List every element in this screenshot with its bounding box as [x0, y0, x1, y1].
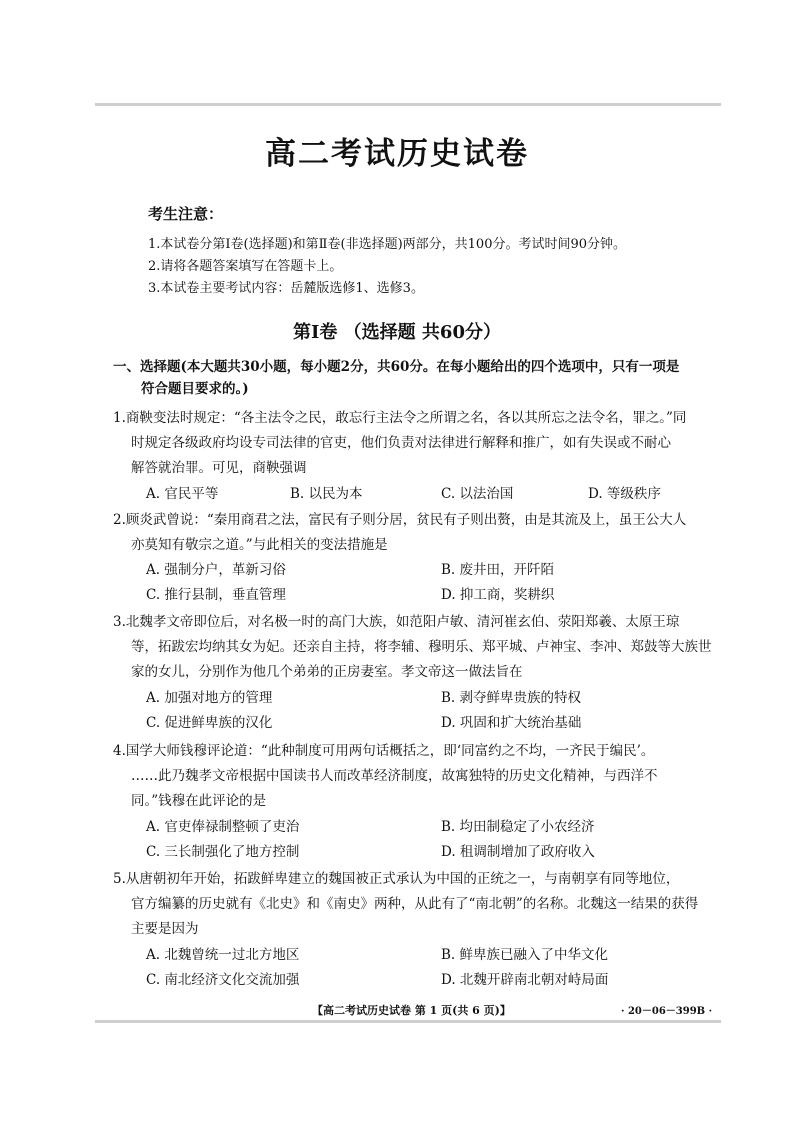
- question-1-line-2: 时规定各级政府均设专司法律的官吏，他们负责对法律进行解释和推广，如有失误或不耐心: [131, 435, 671, 451]
- notice-item-1: 1.本试卷分第Ⅰ卷(选择题)和第Ⅱ卷(非选择题)两部分，共100分。考试时间90分钟。: [148, 237, 627, 252]
- question-4-line-3: 同。”钱穆在此评论的是: [131, 793, 267, 809]
- question-2-line-2: 亦莫知有敬宗之道。”与此相关的变法措施是: [131, 537, 388, 553]
- bottom-border-rule: [95, 1020, 721, 1023]
- question-3-line-3: 家的女儿，分别作为他几个弟弟的正房妻室。孝文帝这一做法旨在: [131, 664, 523, 680]
- footer-page-info: 【高二考试历史试卷 第 1 页(共 6 页)】: [312, 1004, 511, 1017]
- question-3-line-1: 3.北魏孝文帝即位后，对名极一时的高门大族，如范阳卢敏、清河崔玄伯、荥阳郑羲、太原王琼: [113, 614, 680, 630]
- question-1-option-d[interactable]: D. 等级秩序: [588, 486, 661, 502]
- question-4-line-2: ……此乃魏孝文帝根据中国读书人而改革经济制度，故寓独特的历史文化精神，与西洋不: [131, 768, 658, 784]
- question-2-line-1: 2.顾炎武曾说：“秦用商君之法，富民有子则分居，贫民有子则出赘，由是其流及上，虽王公大人: [113, 512, 687, 528]
- question-4-option-d[interactable]: D. 租调制增加了政府收入: [441, 844, 595, 860]
- question-2-option-a[interactable]: A. 强制分户，革新习俗: [146, 562, 286, 578]
- question-3-line-2: 等，拓跋宏均纳其女为妃。还亲自主持，将李辅、穆明乐、郑平城、卢神宝、李冲、郑鼓等大族世: [131, 639, 712, 655]
- question-3-option-d[interactable]: D. 巩固和扩大统治基础: [441, 715, 582, 731]
- question-5-option-a[interactable]: A. 北魏曾统一过北方地区: [146, 947, 300, 963]
- question-5-option-b[interactable]: B. 鲜卑族已融入了中华文化: [441, 947, 609, 963]
- section-instruction-line-1: 一、选择题(本大题共30小题，每小题2分，共60分。在每小题给出的四个选项中，只有一项是: [113, 359, 680, 375]
- question-3-option-b[interactable]: B. 剥夺鲜卑贵族的特权: [441, 690, 582, 706]
- question-1-line-3: 解答就治罪。可见，商鞅强调: [131, 460, 307, 476]
- question-1-option-c[interactable]: C. 以法治国: [441, 486, 514, 502]
- question-3-option-a[interactable]: A. 加强对地方的管理: [146, 690, 273, 706]
- page-title: 高二考试历史试卷: [265, 136, 529, 172]
- question-5-option-d[interactable]: D. 北魏开辟南北朝对峙局面: [441, 972, 609, 988]
- question-5-line-1: 5.从唐朝初年开始，拓跋鲜卑建立的魏国被正式承认为中国的正统之一，与南朝享有同等地位，: [113, 871, 680, 887]
- notice-item-3: 3.本试卷主要考试内容：岳麓版选修1、选修3。: [148, 281, 424, 296]
- section-instruction-line-2: 符合题目要求的。): [141, 381, 249, 397]
- question-5-line-2: 官方编纂的历史就有《北史》和《南史》两种，从此有了“南北朝”的名称。北魏这一结果的获得: [131, 896, 699, 912]
- top-border-rule: [95, 103, 721, 106]
- notice-item-2: 2.请将各题答案填写在答题卡上。: [148, 259, 343, 274]
- footer-exam-code: · 20－06－399B ·: [621, 1006, 713, 1017]
- question-5-line-3: 主要是因为: [131, 921, 199, 937]
- question-4-option-a[interactable]: A. 官吏俸禄制整顿了吏治: [146, 819, 300, 835]
- question-1-line-1: 1.商鞅变法时规定：“各主法令之民，敢忘行主法令之所谓之名，各以其所忘之法令名，罪之。”同: [113, 410, 687, 426]
- question-4-option-b[interactable]: B. 均田制稳定了小农经济: [441, 819, 595, 835]
- question-4-option-c[interactable]: C. 三长制强化了地方控制: [146, 844, 300, 860]
- notice-heading: 考生注意：: [148, 205, 224, 223]
- question-5-option-c[interactable]: C. 南北经济文化交流加强: [146, 972, 300, 988]
- question-3-option-c[interactable]: C. 促进鲜卑族的汉化: [146, 715, 273, 731]
- question-1-option-a[interactable]: A. 官民平等: [146, 486, 219, 502]
- question-1-option-b[interactable]: B. 以民为本: [290, 486, 363, 502]
- question-4-line-1: 4.国学大师钱穆评论道：“此种制度可用两句话概括之，即‘同富约之不均，一齐民于编民’。: [113, 743, 655, 759]
- question-2-option-c[interactable]: C. 推行县制，垂直管理: [146, 587, 286, 603]
- question-2-option-b[interactable]: B. 废井田，开阡陌: [441, 562, 555, 578]
- question-2-option-d[interactable]: D. 抑工商，奖耕织: [441, 587, 555, 603]
- part-title: 第Ⅰ卷 （选择题 共60分）: [292, 322, 501, 343]
